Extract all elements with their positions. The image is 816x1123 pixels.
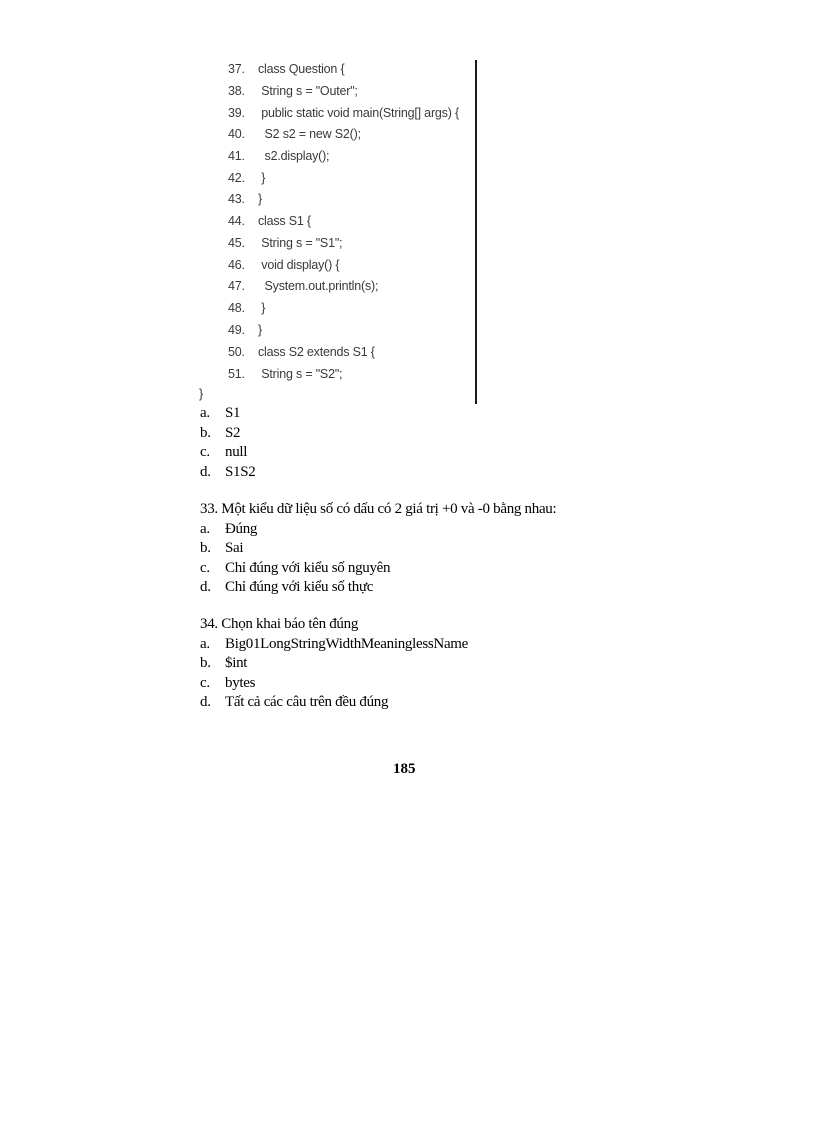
q34-option-c: c. bytes — [200, 675, 256, 691]
code-line: 37. class Question { — [228, 62, 345, 76]
code-line: 48. } — [228, 301, 266, 315]
code-listing — [228, 58, 478, 404]
q33-option-c: c. Chỉ đúng với kiểu số nguyên — [200, 560, 391, 576]
code-right-border — [475, 60, 477, 404]
q33-option-a: a. Đúng — [200, 521, 258, 537]
code-line: 43. } — [228, 192, 262, 206]
code-line: 50. class S2 extends S1 { — [228, 345, 375, 359]
q33-option-d: d. Chỉ đúng với kiểu số thực — [200, 579, 374, 595]
q33-question: 33. Một kiểu dữ liệu số có dấu có 2 giá trị +0 và -0 bằng nhau: — [200, 501, 557, 517]
code-line: 39. public static void main(String[] args) { — [228, 106, 459, 120]
q32-option-c: c. null — [200, 444, 248, 460]
code-line: 41. s2.display(); — [228, 149, 330, 163]
q34-question: 34. Chọn khai báo tên đúng — [200, 616, 359, 632]
code-line: 51. String s = "S2"; — [228, 367, 343, 381]
page-number: 185 — [393, 761, 416, 777]
code-line: 42. } — [228, 171, 266, 185]
q32-option-a: a. S1 — [200, 405, 241, 421]
q34-option-a: a. Big01LongStringWidthMeaninglessName — [200, 636, 469, 652]
q34-option-d: d. Tất cả các câu trên đều đúng — [200, 694, 389, 710]
code-line: 44. class S1 { — [228, 214, 311, 228]
code-line: 46. void display() { — [228, 258, 340, 272]
q33-option-b: b. Sai — [200, 540, 244, 556]
code-line: 47. System.out.println(s); — [228, 279, 379, 293]
q32-option-b: b. S2 — [200, 425, 241, 441]
code-line: 38. String s = "Outer"; — [228, 84, 358, 98]
code-line: 45. String s = "S1"; — [228, 236, 343, 250]
code-line: 49. } — [228, 323, 262, 337]
code-closing-brace: } — [199, 387, 204, 401]
q32-option-d: d. S1S2 — [200, 464, 256, 480]
q34-option-b: b. $int — [200, 655, 248, 671]
code-line: 40. S2 s2 = new S2(); — [228, 127, 361, 141]
